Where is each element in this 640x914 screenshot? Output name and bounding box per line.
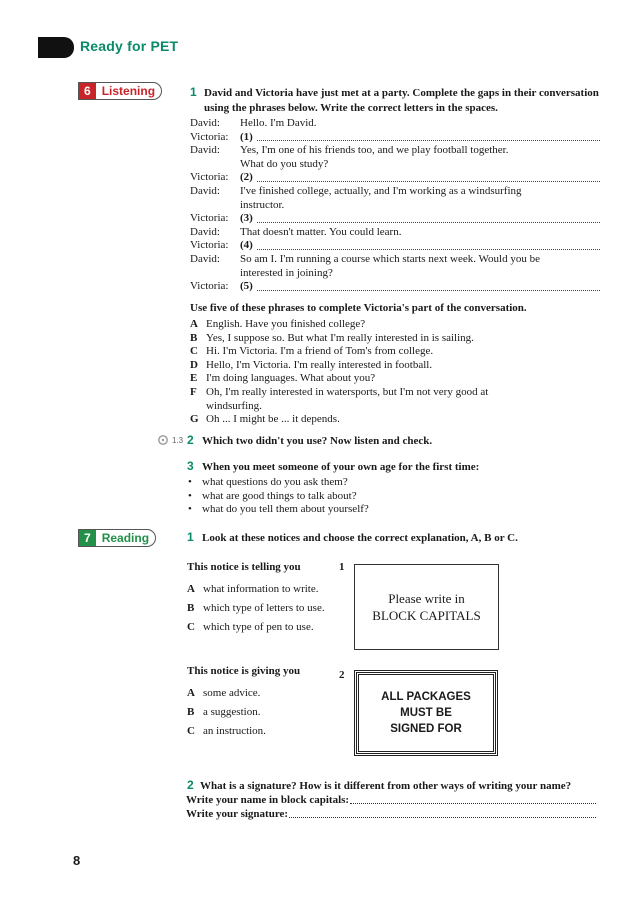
question-number: 1 <box>190 85 197 99</box>
option-text: some advice. <box>203 687 261 699</box>
dialogue-text: Yes, I'm one of his friends too, and we play football together. <box>240 144 509 157</box>
option-letter: G <box>190 413 199 426</box>
option-item <box>187 703 347 722</box>
dialogue-text: That doesn't matter. You could learn. <box>240 225 402 238</box>
option-letter: A <box>187 687 195 699</box>
dialogue-line <box>190 131 600 145</box>
option-item <box>190 318 600 332</box>
speaker-name: David: <box>190 184 220 197</box>
cd-icon <box>157 435 169 445</box>
option-text: English. Have you finished college? <box>206 318 366 330</box>
option-text: which type of pen to use. <box>203 621 314 633</box>
option-letter: E <box>190 372 198 385</box>
dialogue-line <box>190 158 600 172</box>
dialogue-line <box>190 239 600 253</box>
dialogue-text: interested in joining? <box>240 266 333 279</box>
dialogue-text: Hello. I'm David. <box>240 117 317 129</box>
option-letter: B <box>187 706 195 718</box>
option-text: Hello, I'm Victoria. I'm really interested in football. <box>206 358 433 371</box>
header-bar <box>38 37 74 58</box>
option-text: Oh, I'm really interested in watersports, but I'm not very good at <box>206 385 489 398</box>
notice-sign-line: BLOCK CAPITALS <box>372 608 481 623</box>
question-number: 2 <box>187 778 194 792</box>
write-line-signature <box>186 807 596 822</box>
bullet-item <box>188 476 588 490</box>
option-text: which type of letters to use. <box>203 602 325 614</box>
question-text: Which two didn't you use? Now listen and check. <box>202 435 433 447</box>
bullet-item <box>188 503 588 517</box>
option-item <box>187 684 347 703</box>
reading-section-badge <box>78 529 156 547</box>
option-letter: F <box>190 385 197 398</box>
notice-sign <box>356 672 496 754</box>
gap-answer-field[interactable] <box>257 171 600 182</box>
option-item <box>190 386 600 400</box>
dialogue-line <box>190 212 600 226</box>
notice-number: 1 <box>339 561 345 573</box>
option-letter: B <box>190 331 198 344</box>
option-letter: C <box>187 621 195 633</box>
option-text: Oh ... I might be ... it depends. <box>206 413 340 426</box>
speaker-name: Victoria: <box>190 212 229 225</box>
bullet-list <box>188 476 588 517</box>
gap-line <box>240 280 600 294</box>
dialogue <box>190 117 600 297</box>
gap-number: (4) <box>240 239 253 252</box>
option-item <box>187 599 347 618</box>
question-number: 3 <box>187 459 194 473</box>
gap-number: (2) <box>240 171 253 184</box>
question-text <box>204 86 599 116</box>
section-number: 6 <box>79 83 96 99</box>
option-text: what information to write. <box>203 583 319 595</box>
notice-stem: This notice is giving you <box>187 665 301 677</box>
option-item <box>190 332 600 346</box>
bullet-icon: • <box>188 476 192 488</box>
dialogue-line <box>190 117 600 131</box>
bullet-icon: • <box>188 503 192 515</box>
option-letter: D <box>190 358 198 371</box>
gap-answer-field[interactable] <box>257 280 600 291</box>
gap-line <box>240 171 600 185</box>
gap-line <box>240 212 600 226</box>
option-item <box>187 618 347 637</box>
options-list <box>190 318 600 427</box>
gap-number: (5) <box>240 280 253 293</box>
option-text: Hi. I'm Victoria. I'm a friend of Tom's from college. <box>206 345 434 358</box>
bullet-text: what questions do you ask them? <box>202 476 348 488</box>
option-letter: C <box>190 345 198 358</box>
option-item <box>190 345 600 359</box>
write-line-name <box>186 793 596 808</box>
option-text: Yes, I suppose so. But what I'm really interested in is sailing. <box>206 331 474 344</box>
question-text: When you meet someone of your own age for the first time: <box>202 461 480 473</box>
question-text-content: David and Victoria have just met at a party. Complete the gaps in their conversation using the phrases below. Write the correct letters in the spaces. <box>204 87 599 114</box>
gap-number: (1) <box>240 130 253 143</box>
option-item <box>190 372 600 386</box>
option-letter: A <box>187 583 195 595</box>
section-name: Listening <box>101 84 156 98</box>
notice-sign-line: Please write in <box>388 591 465 606</box>
write-prompt: Write your name in block capitals: <box>186 794 350 806</box>
dialogue-line <box>190 199 600 213</box>
notice-sign-line: SIGNED FOR <box>390 723 462 735</box>
answer-field[interactable] <box>289 807 596 818</box>
option-item <box>187 722 347 741</box>
gap-answer-field[interactable] <box>257 239 600 250</box>
question-text: What is a signature? How is it different from other ways of writing your name? <box>200 780 572 792</box>
option-letter: B <box>187 602 195 614</box>
option-letter: A <box>190 318 198 330</box>
notice-options <box>187 684 347 741</box>
option-text: an instruction. <box>203 725 266 737</box>
speaker-name: Victoria: <box>190 171 229 184</box>
option-item <box>187 580 347 599</box>
dialogue-text: What do you study? <box>240 157 329 170</box>
listening-section-badge <box>78 82 162 100</box>
notice-sign <box>354 564 499 650</box>
question-text: Look at these notices and choose the correct explanation, A, B or C. <box>202 532 518 544</box>
notice-stem: This notice is telling you <box>187 561 301 573</box>
dialogue-line <box>190 253 600 267</box>
notice-sign-line: ALL PACKAGES <box>381 691 471 703</box>
notice-options <box>187 580 347 637</box>
gap-number: (3) <box>240 212 253 225</box>
track-number: 1.3 <box>172 435 184 445</box>
write-prompt: Write your signature: <box>186 808 289 820</box>
bullet-item <box>188 490 588 504</box>
bullet-icon: • <box>188 489 192 502</box>
bullet-text: what are good things to talk about? <box>202 489 357 502</box>
option-letter: C <box>187 725 195 737</box>
speaker-name: Victoria: <box>190 280 229 293</box>
page-title: Ready for PET <box>80 38 179 54</box>
bullet-text: what do you tell them about yourself? <box>202 503 369 515</box>
dialogue-line <box>190 226 600 240</box>
dialogue-text: So am I. I'm running a course which starts next week. Would you be <box>240 252 540 265</box>
speaker-name: David: <box>190 225 220 238</box>
section-name: Reading <box>101 531 150 545</box>
notice-sign-line: MUST BE <box>400 707 452 719</box>
option-item <box>190 413 600 427</box>
question-number: 1 <box>187 530 194 544</box>
gap-line <box>240 131 600 145</box>
speaker-name: Victoria: <box>190 130 229 143</box>
speaker-name: David: <box>190 252 220 265</box>
option-text: a suggestion. <box>203 706 261 718</box>
option-letter <box>190 400 206 414</box>
gap-line <box>240 239 600 253</box>
dialogue-line <box>190 185 600 199</box>
answer-field[interactable] <box>350 793 596 804</box>
speaker-name: Victoria: <box>190 239 229 252</box>
dialogue-line <box>190 171 600 185</box>
dialogue-text: instructor. <box>240 198 285 211</box>
gap-answer-field[interactable] <box>257 212 600 223</box>
speaker-name: David: <box>190 117 220 129</box>
dialogue-line <box>190 280 600 294</box>
notice-number: 2 <box>339 669 345 681</box>
options-instruction: Use five of these phrases to complete Victoria's part of the conversation. <box>190 302 527 314</box>
dialogue-text: I've finished college, actually, and I'm working as a windsurfing <box>240 184 522 197</box>
gap-answer-field[interactable] <box>257 131 600 142</box>
option-item <box>190 359 600 373</box>
dialogue-line <box>190 267 600 281</box>
option-text: I'm doing languages. What about you? <box>206 372 376 385</box>
speaker-name: David: <box>190 144 220 157</box>
question-number: 2 <box>187 433 194 447</box>
audio-track <box>157 435 183 445</box>
option-text: windsurfing. <box>206 399 262 412</box>
dialogue-line <box>190 144 600 158</box>
option-item <box>190 400 600 414</box>
section-number: 7 <box>79 530 96 546</box>
page-number: 8 <box>73 853 81 868</box>
